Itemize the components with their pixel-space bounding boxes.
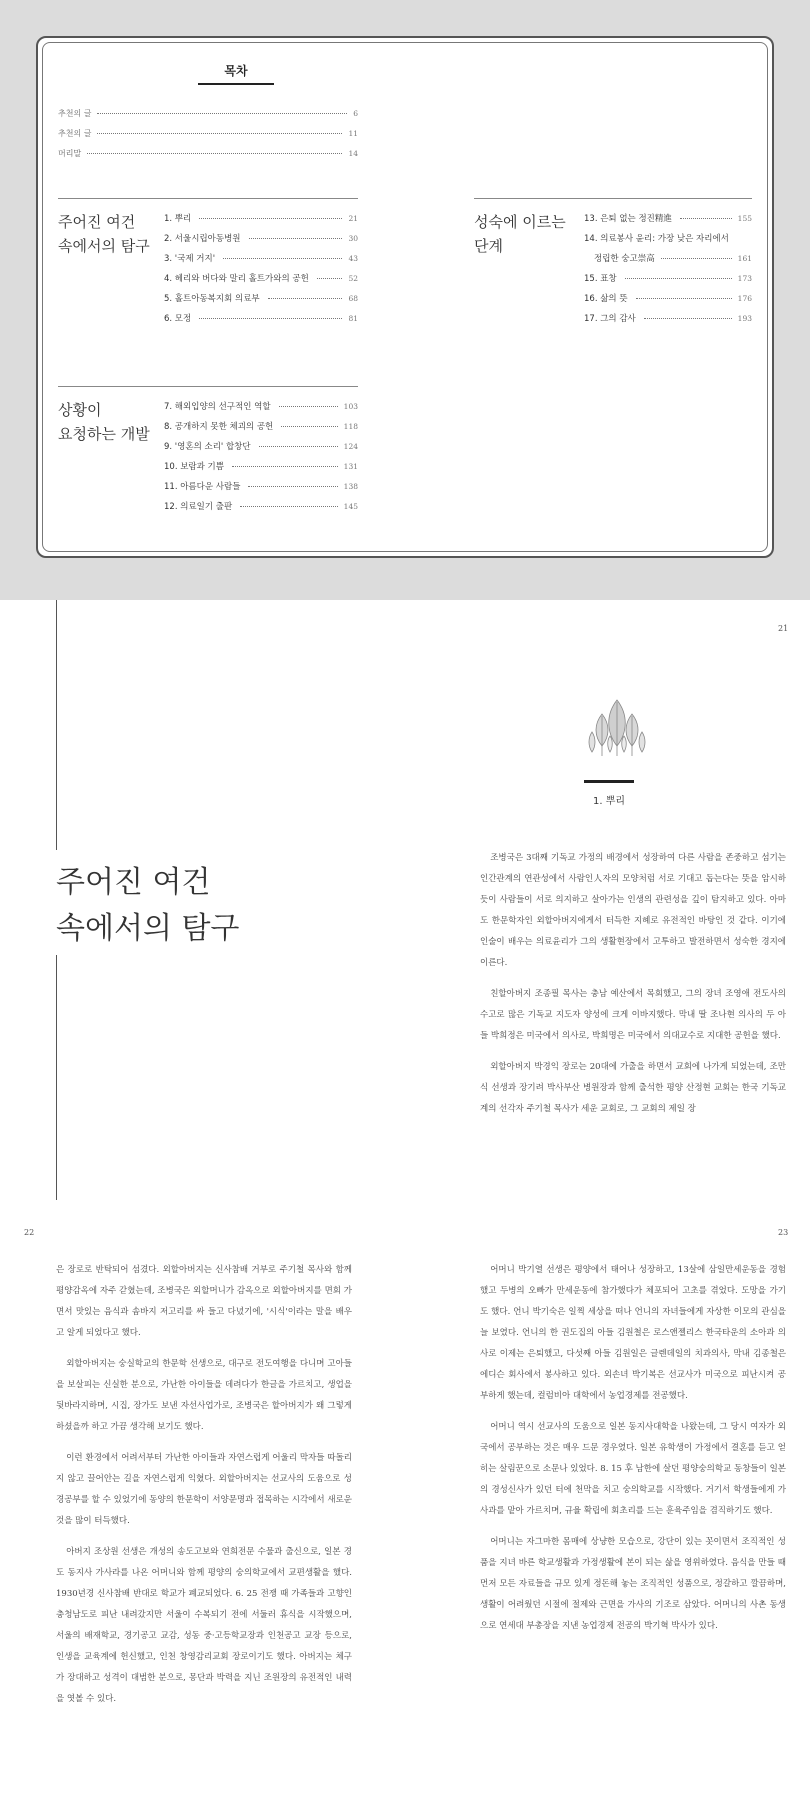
leader-dots	[680, 218, 732, 219]
chapter-label: 7. 해외입양의 선구적인 역할	[164, 402, 271, 412]
body-text-right	[480, 1260, 786, 1647]
chapter-page: 176	[737, 294, 752, 303]
part-heading	[56, 860, 239, 952]
chapter-page: 30	[348, 234, 358, 243]
chapter-page: 193	[737, 314, 752, 323]
leader-dots	[644, 318, 732, 319]
front-item-page: 11	[348, 129, 358, 138]
part-heading-line: 주어진 여건	[56, 865, 211, 900]
front-item-label: 머리말	[58, 149, 82, 158]
leader-dots	[240, 506, 337, 507]
chapter-item[interactable]	[164, 272, 358, 292]
chapter-page: 131	[343, 462, 358, 471]
paragraph: 어머니는 자그마한 몸매에 상냥한 모습으로, 강단이 있는 꼿이면서 조직적인 성품을 지녀 바른 학교생활과 가정생활에 본이 되는 삶을 영위하였다. 음식을 만들 때 먼저 모든 자료들을 규모 있게 정돈해 놓는 조직적인 성품으로, 정갈하고 깔끔하며, 생활이 어려웠던 시절에 절제와 근면을 가사의 기조로 삼았다. 어머니의 사촌 동생으로 연세대 부총장을 지낸 농업경제 전공의 박기혁 박사가 있다.	[480, 1537, 786, 1631]
chapter-label: 5. 홀트아동복지회 의료부	[164, 294, 260, 304]
leader-dots	[232, 466, 338, 467]
chapter-label: 1. 뿌리	[164, 214, 192, 224]
front-item[interactable]	[58, 128, 358, 148]
chapter-label: 13. 은퇴 없는 정진精進	[584, 214, 672, 224]
chapter-page: 21	[348, 214, 358, 223]
chapter-label: 11. 아름다운 사람들	[164, 482, 241, 492]
paragraph: 친할아버지 조종필 목사는 충남 예산에서 목회했고, 그의 장녀 조영애 전도사의 수고로 많은 기독교 지도자 양성에 크게 이바지했다. 막내 딸 조나현 의사의 두 아들 박희정은 미국에서 의사로, 박희명은 미국에서 의대교수로 지대한 공헌을 했다.	[480, 989, 786, 1041]
chapter-label: 6. 모정	[164, 314, 192, 324]
toc-title: 목차	[198, 62, 274, 85]
paragraph: 이런 환경에서 어려서부터 가난한 아이들과 자연스럽게 어울리 막자들 따돌리지 않고 끌어안는 길을 자연스럽게 익혔다. 외할아버지는 선교사의 도움으로 성경공부를 할 수 있었기에 동양의 한문학이 서양문명과 접목하는 시각에서 새로운 것을 많이 터득했다.	[56, 1453, 352, 1526]
chapter-page: 52	[348, 274, 358, 283]
leader-dots	[259, 446, 338, 447]
part-title-line: 주어진 여건	[58, 213, 136, 231]
chapter-label: 12. 의료일기 출판	[164, 502, 233, 512]
paragraph: 어머니 역시 선교사의 도움으로 일본 동지사대학을 나왔는데, 그 당시 여자가 외국에서 공부하는 것은 매우 드문 경우였다. 일본 유학생이 가정에서 결혼를 듣고 얻히는 살림꾼으로 소문나 있었다. 8. 15 후 남한에 살던 평양숭의학교 동창들이 일본의 경성신사가 있던 터에 천막을 치고 숭의학교를 시작했다. 거기서 학생들에게 가사과를 맡아 가르치며, 규율 확립에 회초리를 드는 훈육주임을 겸직하기도 했다.	[480, 1422, 786, 1516]
leader-dots	[248, 486, 337, 487]
page-number: 22	[24, 1228, 35, 1237]
part-title	[58, 398, 150, 446]
part-divider	[474, 198, 752, 199]
chapter-item[interactable]	[164, 232, 358, 252]
chapter-label: 10. 보람과 기쁨	[164, 462, 224, 472]
chapter-page: 173	[737, 274, 752, 283]
chapter-page: 43	[348, 254, 358, 263]
body-text	[480, 848, 786, 1130]
leaf-emblem-icon	[584, 692, 650, 762]
front-item-label: 추천의 글	[58, 129, 92, 138]
chapter-page: 68	[348, 294, 358, 303]
chapter-item[interactable]	[584, 212, 752, 232]
part-divider	[58, 386, 358, 387]
chapter-label: 4. 헤리와 버다와 말리 홀트가와의 공헌	[164, 274, 309, 284]
page-number: 23	[778, 1228, 789, 1237]
chapter-item[interactable]	[164, 500, 358, 520]
chapter-item[interactable]	[164, 440, 358, 460]
chapter-label: 17. 그의 감사	[584, 314, 636, 324]
chapter-item[interactable]	[584, 312, 752, 332]
part-title-line: 단계	[474, 237, 503, 255]
chapter-page: 161	[737, 254, 752, 263]
chapter-item[interactable]	[584, 272, 752, 292]
chapter-page: 155	[737, 214, 752, 223]
leader-dots	[268, 298, 343, 299]
chapter-item[interactable]	[164, 252, 358, 272]
chapter-item[interactable]	[584, 232, 752, 272]
chapter-marker-bar	[584, 780, 634, 783]
part-title	[474, 210, 566, 258]
leader-dots	[97, 113, 347, 114]
leader-dots	[223, 258, 342, 259]
chapter-label: 15. 표창	[584, 274, 617, 284]
part-title	[58, 210, 150, 258]
chapter-item[interactable]	[164, 212, 358, 232]
chapter-label: 3. '국제 거지'	[164, 254, 216, 264]
leader-dots	[97, 133, 342, 134]
chapter-label: 2. 서울시립아동병원	[164, 234, 241, 244]
leader-dots	[87, 153, 342, 154]
front-item-label: 추천의 글	[58, 109, 92, 118]
chapter-list	[164, 400, 358, 520]
leader-dots	[661, 258, 732, 259]
chapter-item[interactable]	[164, 420, 358, 440]
front-item[interactable]	[58, 148, 358, 168]
chapter-page: 118	[343, 422, 358, 431]
body-text-left	[56, 1260, 352, 1720]
leader-dots	[199, 218, 342, 219]
chapter-label: 1. 뿌리	[592, 796, 626, 807]
chapter-list	[584, 212, 752, 332]
chapter-label-continued: 정립한 숭고崇高	[594, 254, 655, 264]
leader-dots	[281, 426, 337, 427]
leader-dots	[625, 278, 732, 279]
part-title-line: 성숙에 이르는	[474, 213, 566, 231]
chapter-page: 145	[343, 502, 358, 511]
part-title-line: 상황이	[58, 401, 102, 419]
paragraph: 아버지 조상원 선생은 개성의 송도고보와 연희전문 수물과 출신으로, 일본 경도 동지사 가사라를 나온 어머니와 함께 평양의 숭의학교에서 교편생활을 했다. 1930년경 신사참배 반대로 학교가 폐교되었다. 6. 25 전쟁 때 가족들과 고향인 충청남도로 피난 내려갔지만 서울이 수복되기 전에 서둘러 휴식을 시작했으며, 서울의 배재학교, 경기공고 교감, 성동 중·고등학교장과 인천공고 교장 등으로, 인생을 교육계에 헌신했고, 인천 창영감리교회 장로이기도 했다. 아버지는 체구가 장대하고 성격이 대범한 분으로, 몽단과 박력을 지닌 조원장의 유전적인 내력을 엿볼 수 있다.	[56, 1547, 352, 1704]
paragraph: 외할아버지 박경익 장로는 20대에 가출을 하면서 교회에 나가게 되었는데, 조만식 선생과 장기려 박사부산 병원장과 함께 출석한 평양 산정현 교회는 한국 기독교계의 선각자 주기철 목사가 세운 교회로, 그 교회의 제일 장	[480, 1062, 786, 1114]
vertical-rule	[56, 600, 57, 850]
vertical-rule	[56, 955, 57, 1200]
part-title-line: 속에서의 탐구	[58, 237, 150, 255]
chapter-label: 14. 의료봉사 윤리: 가장 낮은 자리에서	[584, 234, 729, 244]
chapter-item[interactable]	[164, 480, 358, 500]
toc-background	[0, 0, 810, 600]
chapter-list	[164, 212, 358, 332]
leader-dots	[636, 298, 732, 299]
toc-card	[36, 36, 774, 558]
front-item-page: 14	[348, 149, 358, 158]
paragraph: 은 장로로 반탁되어 섬겼다. 외할아버지는 신사참배 거부로 주기철 목사와 함께 평양감옥에 자주 갇혔는데, 조병국은 외할머니가 감옥으로 외할아버지를 면회 가면서 맛있는 음식과 솜바지 저고리를 싸 들고 다녔기에, '시식'이라는 말을 배우고 알게 되었다고 했다.	[56, 1265, 352, 1338]
page-number: 21	[778, 624, 789, 633]
paragraph: 조병국은 3대째 기독교 가정의 배경에서 성장하여 다른 사람을 존중하고 섬기는 인간관계의 연관성에서 사람인人자의 모양처럼 서로 기대고 돕는다는 뜻을 암시하듯이 사람들이 서로 의지하고 살아가는 인생의 관련성을 깊이 탐지하고 있다. 아마도 한문학자인 외할아버지에게서 터득한 지혜로 유전적인 바탕인 것 같다. 이기에 인술이 배우는 의료윤리가 그의 생활현장에서 고투하고 발전하면서 성숙한 경지에 이른다.	[480, 853, 786, 968]
chapter-item[interactable]	[164, 292, 358, 312]
part-divider	[58, 198, 358, 199]
chapter-item[interactable]	[584, 292, 752, 312]
chapter-label: 9. '영혼의 소리' 합창단	[164, 442, 251, 452]
chapter-label: 16. 삶의 뜻	[584, 294, 628, 304]
chapter-item[interactable]	[164, 460, 358, 480]
leader-dots	[199, 318, 342, 319]
leader-dots	[279, 406, 338, 407]
chapter-page: 103	[343, 402, 358, 411]
front-item-page: 6	[353, 109, 358, 118]
paragraph: 어머니 박기열 선생은 평양에서 태어나 성장하고, 13살에 삼일만세운동을 경험했고 두병의 오빠가 만세운동에 참가했다가 체포되어 고초를 겪었다. 도망을 가기도 했다. 언니 박기숙은 일찍 세상을 떠나 언니의 자녀들에게 자상한 이모의 관심을 늘 보였다. 언니의 한 권도집의 아들 김원철은 로스앤젤리스 한국타운의 소아과 의사로 이제는 은퇴했고, 다섯째 아들 김원일은 글렌데일의 치과의사, 막내 김종철은 에디슨 회사에서 봉사하고 있다. 외손녀 박기복은 선교사가 미국으로 피난시켜 공부하게 했는데, 컬럼비아 대학에서 농업경제를 전공했다.	[480, 1265, 786, 1401]
leader-dots	[317, 278, 343, 279]
part-heading-line: 속에서의 탐구	[56, 911, 240, 946]
chapter-page: 138	[343, 482, 358, 491]
paragraph: 외할아버지는 숭실학교의 한문학 선생으로, 대구로 전도여행을 다니며 고아들을 보살피는 신실한 분으로, 가난한 아이들을 데려다가 한글을 가르치고, 생업을 뒷바라지하며, 시집, 장가도 보낸 자선사업가로, 조병국은 할아버지가 왜 그렇게 하셨을까 하고 가끔 생각해 보기도 했다.	[56, 1359, 352, 1432]
chapter-label: 8. 공개하지 못한 체괴의 공헌	[164, 422, 274, 432]
front-matter-list	[58, 108, 358, 168]
chapter-page: 124	[343, 442, 358, 451]
front-item[interactable]	[58, 108, 358, 128]
chapter-item[interactable]	[164, 400, 358, 420]
leader-dots	[249, 238, 343, 239]
chapter-item[interactable]	[164, 312, 358, 332]
chapter-page: 81	[348, 314, 358, 323]
part-title-line: 요청하는 개발	[58, 425, 150, 443]
